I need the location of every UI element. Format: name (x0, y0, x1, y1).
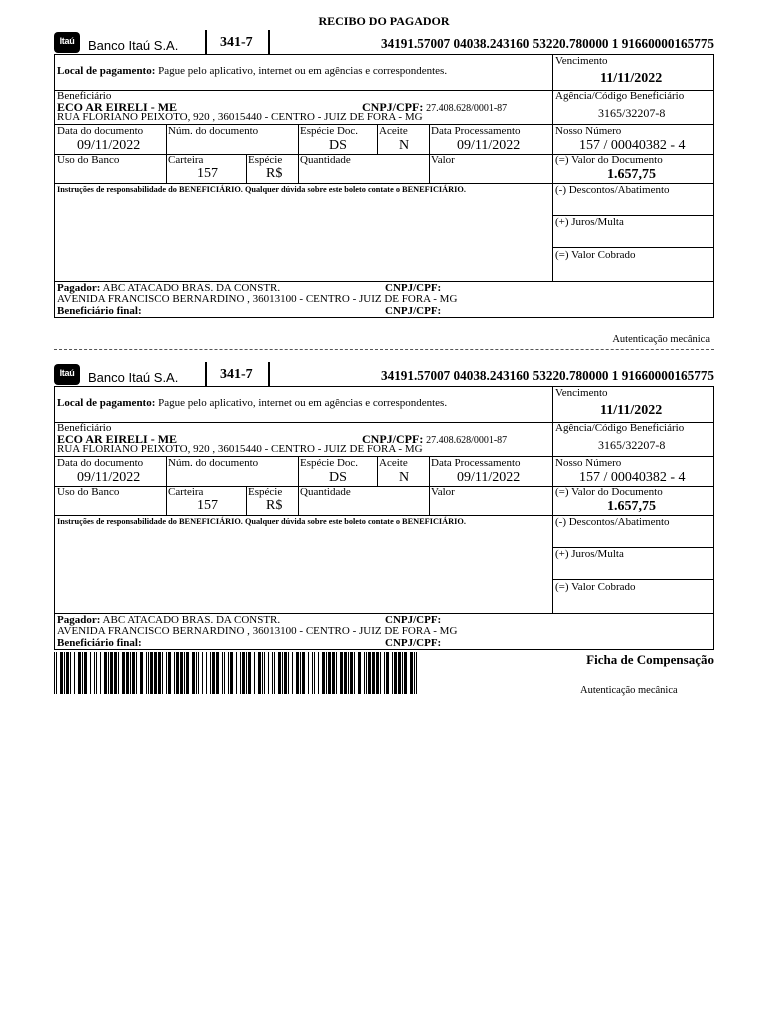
barcode-bar (166, 652, 167, 694)
carteira-value: 157 (197, 498, 218, 513)
data-processamento-label: Data Processamento (431, 125, 521, 137)
pagador-name: ABC ATACADO BRAS. DA CONSTR. (102, 614, 281, 626)
agencia-value: 3165/32207-8 (598, 438, 666, 452)
barcode-bar (264, 652, 265, 694)
barcode-bar (146, 652, 147, 694)
barcode-bar (414, 652, 415, 694)
slip-header (54, 364, 714, 386)
nosso-numero-value: 157 / 00040382 - 4 (579, 138, 686, 153)
barcode-bar (94, 652, 95, 694)
barcode-bar (402, 652, 403, 694)
vencimento-value: 11/11/2022 (600, 403, 663, 418)
barcode-bar (230, 652, 233, 694)
aceite-value: N (399, 138, 410, 153)
page-title: RECIBO DO PAGADOR (318, 14, 450, 28)
juros-label: (+) Juros/Multa (555, 548, 624, 560)
barcode-bar (202, 652, 203, 694)
barcode-bar (122, 652, 125, 694)
instrucoes-text: Instruções de responsabilidade do BENEFICIÁRIO. Qualquer dúvida sobre este boleto contate o BENEFICIÁRIO. (57, 185, 466, 194)
barcode-bar (372, 652, 375, 694)
pagador-name: ABC ATACADO BRAS. DA CONSTR. (102, 282, 281, 294)
barcode-bar (254, 652, 255, 694)
barcode-bar (240, 652, 241, 694)
barcode-bar (136, 652, 137, 694)
barcode-bar (300, 652, 301, 694)
local-pagamento-label: Local de pagamento: (57, 65, 156, 77)
barcode-bar (192, 652, 195, 694)
especie-label: Espécie (248, 486, 283, 498)
barcode-bar (186, 652, 189, 694)
bank-name: Banco Itaú S.A. (88, 38, 179, 53)
ficha-compensacao-label: Ficha de Compensação (586, 652, 714, 667)
barcode-bar (228, 652, 229, 694)
barcode-bar (114, 652, 117, 694)
barcode-bar (176, 652, 179, 694)
agencia-label: Agência/Código Beneficiário (555, 422, 685, 434)
beneficiario-label: Beneficiário (57, 90, 112, 102)
pagador-label: Pagador: (57, 282, 101, 294)
beneficiario-address: RUA FLORIANO PEIXOTO, 920 , 36015440 - CENTRO - JUIZ DE FORA - MG (57, 443, 423, 455)
cnpj-label: CNPJ/CPF: (362, 432, 424, 446)
data-processamento-value: 09/11/2022 (457, 138, 521, 153)
barcode-bar (100, 652, 101, 694)
beneficiario-cnpj: 27.408.628/0001-87 (426, 435, 508, 446)
pagador-address: AVENIDA FRANCISCO BERNARDINO , 36013100 - CENTRO - JUIZ DE FORA - MG (57, 625, 458, 637)
beneficiario-name: ECO AR EIRELI - ME (57, 432, 178, 446)
barcode-bar (384, 652, 385, 694)
barcode-bar (90, 652, 91, 694)
descontos-label: (-) Descontos/Abatimento (555, 184, 670, 196)
cut-line (54, 349, 714, 350)
valor-label: Valor (431, 154, 455, 166)
itau-logo-icon: Itaú (54, 364, 80, 385)
barcode-bar (236, 652, 237, 694)
barcode-bar (150, 652, 153, 694)
especie-doc-value: DS (329, 138, 347, 153)
barcode-bar (380, 652, 381, 694)
barcode-bar (198, 652, 199, 694)
juros-label: (+) Juros/Multa (555, 216, 624, 228)
bank-code: 341-7 (220, 35, 253, 50)
nosso-numero-label: Nosso Número (555, 457, 622, 469)
aceite-label: Aceite (379, 457, 408, 469)
carteira-label: Carteira (168, 154, 204, 166)
barcode-bar (296, 652, 299, 694)
barcode-bar (410, 652, 413, 694)
slip-header (54, 32, 714, 54)
barcode-bar (246, 652, 247, 694)
valor-label: Valor (431, 486, 455, 498)
barcode-bar (74, 652, 75, 694)
barcode-bar (282, 652, 283, 694)
barcode-bar (318, 652, 319, 694)
barcode-bar (392, 652, 393, 694)
barcode-bar (56, 652, 57, 694)
barcode-bar (364, 652, 365, 694)
barcode-bar (366, 652, 367, 694)
beneficiario-name: ECO AR EIRELI - ME (57, 100, 178, 114)
barcode-bar (210, 652, 211, 694)
digitable-line: 34191.57007 04038.243160 53220.780000 1 91660000165775 (381, 36, 714, 51)
num-documento-label: Núm. do documento (168, 457, 259, 469)
barcode-bar (130, 652, 131, 694)
instrucoes-text: Instruções de responsabilidade do BENEFICIÁRIO. Qualquer dúvida sobre este boleto contate o BENEFICIÁRIO. (57, 517, 466, 526)
quantidade-label: Quantidade (300, 154, 351, 166)
barcode-bar (288, 652, 289, 694)
barcode-bar (248, 652, 251, 694)
barcode-bar (158, 652, 161, 694)
autenticacao-label: Autenticação mecânica (612, 334, 710, 345)
barcode-bar (274, 652, 275, 694)
data-documento-label: Data do documento (57, 457, 144, 469)
nosso-numero-label: Nosso Número (555, 125, 622, 137)
beneficiario-label: Beneficiário (57, 422, 112, 434)
barcode-bar (118, 652, 119, 694)
barcode-bar (174, 652, 175, 694)
barcode-bar (326, 652, 327, 694)
autenticacao-label: Autenticação mecânica (580, 685, 678, 696)
valor-cobrado-label: (=) Valor Cobrado (555, 249, 636, 261)
valor-documento-value: 1.657,75 (607, 499, 656, 514)
pagador-address: AVENIDA FRANCISCO BERNARDINO , 36013100 - CENTRO - JUIZ DE FORA - MG (57, 293, 458, 305)
num-documento-label: Núm. do documento (168, 125, 259, 137)
slip-grid (54, 54, 714, 318)
beneficiario-cnpj: 27.408.628/0001-87 (426, 103, 508, 114)
cnpj-label: CNPJ/CPF: (362, 100, 424, 114)
quantidade-label: Quantidade (300, 486, 351, 498)
descontos-label: (-) Descontos/Abatimento (555, 516, 670, 528)
barcode-bar (302, 652, 305, 694)
bank-name: Banco Itaú S.A. (88, 370, 179, 385)
barcode-bar (376, 652, 379, 694)
carteira-label: Carteira (168, 486, 204, 498)
barcode-bar (292, 652, 293, 694)
barcode-bar (104, 652, 107, 694)
barcode-bar (368, 652, 371, 694)
digitable-line: 34191.57007 04038.243160 53220.780000 1 91660000165775 (381, 368, 714, 383)
barcode-bar (312, 652, 313, 694)
vencimento-label: Vencimento (555, 55, 608, 67)
data-documento-label: Data do documento (57, 125, 144, 137)
aceite-label: Aceite (379, 125, 408, 137)
bank-code: 341-7 (220, 367, 253, 382)
valor-cobrado-label: (=) Valor Cobrado (555, 581, 636, 593)
nosso-numero-value: 157 / 00040382 - 4 (579, 470, 686, 485)
barcode-bar (66, 652, 69, 694)
barcode-bar (70, 652, 71, 694)
vencimento-value: 11/11/2022 (600, 71, 663, 86)
barcode-bar (110, 652, 113, 694)
barcode-bar (196, 652, 197, 694)
barcode-bar (354, 652, 355, 694)
agencia-label: Agência/Código Beneficiário (555, 90, 685, 102)
valor-documento-label: (=) Valor do Documento (555, 154, 663, 166)
especie-doc-label: Espécie Doc. (300, 125, 359, 137)
barcode-bar (78, 652, 81, 694)
valor-documento-value: 1.657,75 (607, 167, 656, 182)
barcode-bar (154, 652, 157, 694)
barcode-bar (268, 652, 269, 694)
barcode-bar (212, 652, 215, 694)
barcode-bar (216, 652, 219, 694)
barcode-bar (132, 652, 135, 694)
barcode-bar (398, 652, 401, 694)
data-processamento-value: 09/11/2022 (457, 470, 521, 485)
barcode-bar (180, 652, 183, 694)
barcode-bar (126, 652, 129, 694)
barcode-bar (308, 652, 309, 694)
beneficiario-final-cnpj-label: CNPJ/CPF: (385, 637, 442, 649)
barcode-bar (278, 652, 281, 694)
barcode-bar (332, 652, 335, 694)
barcode-bar (242, 652, 245, 694)
especie-value: R$ (266, 498, 283, 513)
barcode-bar (350, 652, 353, 694)
barcode-bar (404, 652, 407, 694)
barcode-bar (340, 652, 343, 694)
valor-documento-label: (=) Valor do Documento (555, 486, 663, 498)
itau-logo-icon: Itaú (54, 32, 80, 53)
slip-grid (54, 386, 714, 650)
barcode-bar (222, 652, 223, 694)
especie-doc-label: Espécie Doc. (300, 457, 359, 469)
beneficiario-final-cnpj-label: CNPJ/CPF: (385, 305, 442, 317)
barcode-bar (140, 652, 143, 694)
barcode-bar (328, 652, 331, 694)
barcode-bar (84, 652, 87, 694)
pagador-label: Pagador: (57, 614, 101, 626)
barcode-bar (394, 652, 397, 694)
local-pagamento-value: Pague pelo aplicativo, internet ou em agências e correspondentes. (158, 65, 448, 77)
barcode-bar (64, 652, 65, 694)
barcode-bar (336, 652, 337, 694)
pagador-cnpj-label: CNPJ/CPF: (385, 614, 442, 626)
pagador-cnpj-label: CNPJ/CPF: (385, 282, 442, 294)
barcode-bar (162, 652, 163, 694)
barcode-bar (358, 652, 361, 694)
local-pagamento-label: Local de pagamento: (57, 397, 156, 409)
beneficiario-final-label: Beneficiário final: (57, 305, 142, 317)
beneficiario-final-label: Beneficiário final: (57, 637, 142, 649)
especie-value: R$ (266, 166, 283, 181)
data-documento-value: 09/11/2022 (77, 470, 141, 485)
especie-doc-value: DS (329, 470, 347, 485)
barcode-bar (168, 652, 171, 694)
barcode-bar (148, 652, 149, 694)
especie-label: Espécie (248, 154, 283, 166)
barcode-bar (322, 652, 325, 694)
local-pagamento-value: Pague pelo aplicativo, internet ou em agências e correspondentes. (158, 397, 448, 409)
barcode-bar (60, 652, 63, 694)
barcode-bar (416, 652, 417, 694)
barcode-bar (386, 652, 389, 694)
barcode-bar (96, 652, 97, 694)
barcode-bar (348, 652, 349, 694)
barcode-bar (272, 652, 273, 694)
barcode-bar (54, 652, 55, 694)
vencimento-label: Vencimento (555, 387, 608, 399)
agencia-value: 3165/32207-8 (598, 106, 666, 120)
data-processamento-label: Data Processamento (431, 457, 521, 469)
barcode-bar (314, 652, 315, 694)
barcode-bar (82, 652, 83, 694)
barcode-bar (258, 652, 261, 694)
aceite-value: N (399, 470, 410, 485)
uso-banco-label: Uso do Banco (57, 486, 120, 498)
barcode-bar (206, 652, 207, 694)
uso-banco-label: Uso do Banco (57, 154, 120, 166)
barcode-bar (284, 652, 287, 694)
barcode (54, 652, 420, 694)
barcode-bar (344, 652, 347, 694)
barcode-bar (184, 652, 185, 694)
carteira-value: 157 (197, 166, 218, 181)
data-documento-value: 09/11/2022 (77, 138, 141, 153)
barcode-bar (108, 652, 109, 694)
beneficiario-address: RUA FLORIANO PEIXOTO, 920 , 36015440 - CENTRO - JUIZ DE FORA - MG (57, 111, 423, 123)
barcode-bar (224, 652, 225, 694)
barcode-bar (262, 652, 263, 694)
